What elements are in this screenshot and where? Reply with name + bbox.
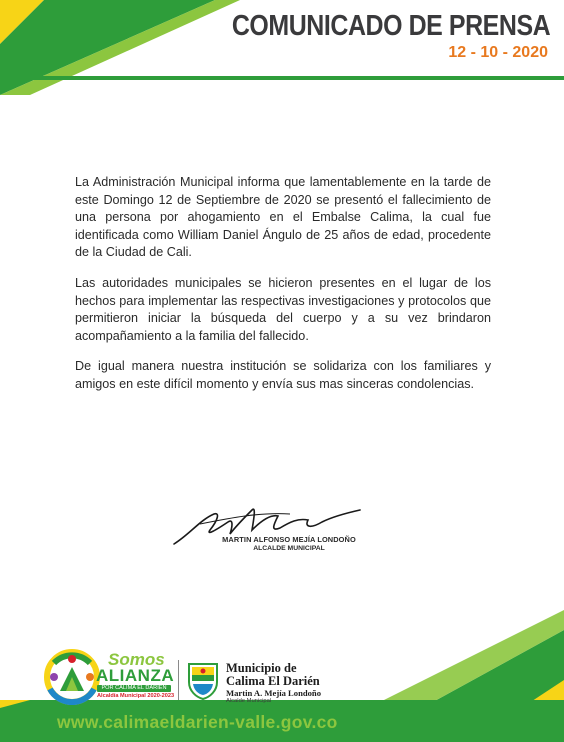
municipality-name-line1: Municipio de	[226, 661, 297, 675]
municipality-role: Alcalde Municipal	[226, 698, 272, 704]
paragraph: Las autoridades municipales se hicieron presentes en el lugar de los hechos para implementar las respectivas investigaciones y protocolos que permitieron iniciar la búsqueda del cuerpo y a su vez brindaron acompañamiento a la familia del fallecido.	[75, 275, 491, 343]
page-title: COMUNICADO DE PRENSA	[231, 10, 550, 42]
release-date: 12 - 10 - 2020	[448, 44, 548, 61]
campaign-logo-line2: ALIANZA	[96, 666, 175, 685]
signer-name: MARTIN ALFONSO MEJÍA LONDOÑO	[222, 535, 356, 544]
municipality-name-line2: Calima El Darién	[226, 674, 320, 688]
municipality-mayor: Martin A. Mejía Londoño	[226, 688, 322, 698]
website-link[interactable]: www.calimaeldarien-valle.gov.co	[57, 712, 338, 732]
campaign-logo-period: Alcaldía Municipal 2020-2023	[97, 693, 175, 699]
campaign-logo-tagline: POR CALIMA EL DARIÉN	[97, 685, 171, 692]
footer-divider	[178, 660, 179, 700]
signer-title: ALCALDE MUNICIPAL	[253, 545, 325, 552]
municipal-crest-icon	[186, 660, 220, 700]
paragraph: La Administración Municipal informa que lamentablemente en la tarde de este Domingo 12 de Septiembre de 2020 se presentó el fallecimiento de una persona por ahogamiento en el Embalse Calima, la cual fue identificada como William Daniel Ángulo de 25 años de edad, procedente de la Ciudad de Cali.	[75, 175, 491, 260]
press-release-body	[75, 174, 491, 407]
alianza-emblem-icon	[40, 647, 104, 705]
paragraph: De igual manera nuestra institución se solidariza con los familiares y amigos en este difícil momento y envía sus mas sinceras condolencias.	[75, 359, 491, 391]
campaign-logo-line1: Somos	[108, 650, 165, 669]
